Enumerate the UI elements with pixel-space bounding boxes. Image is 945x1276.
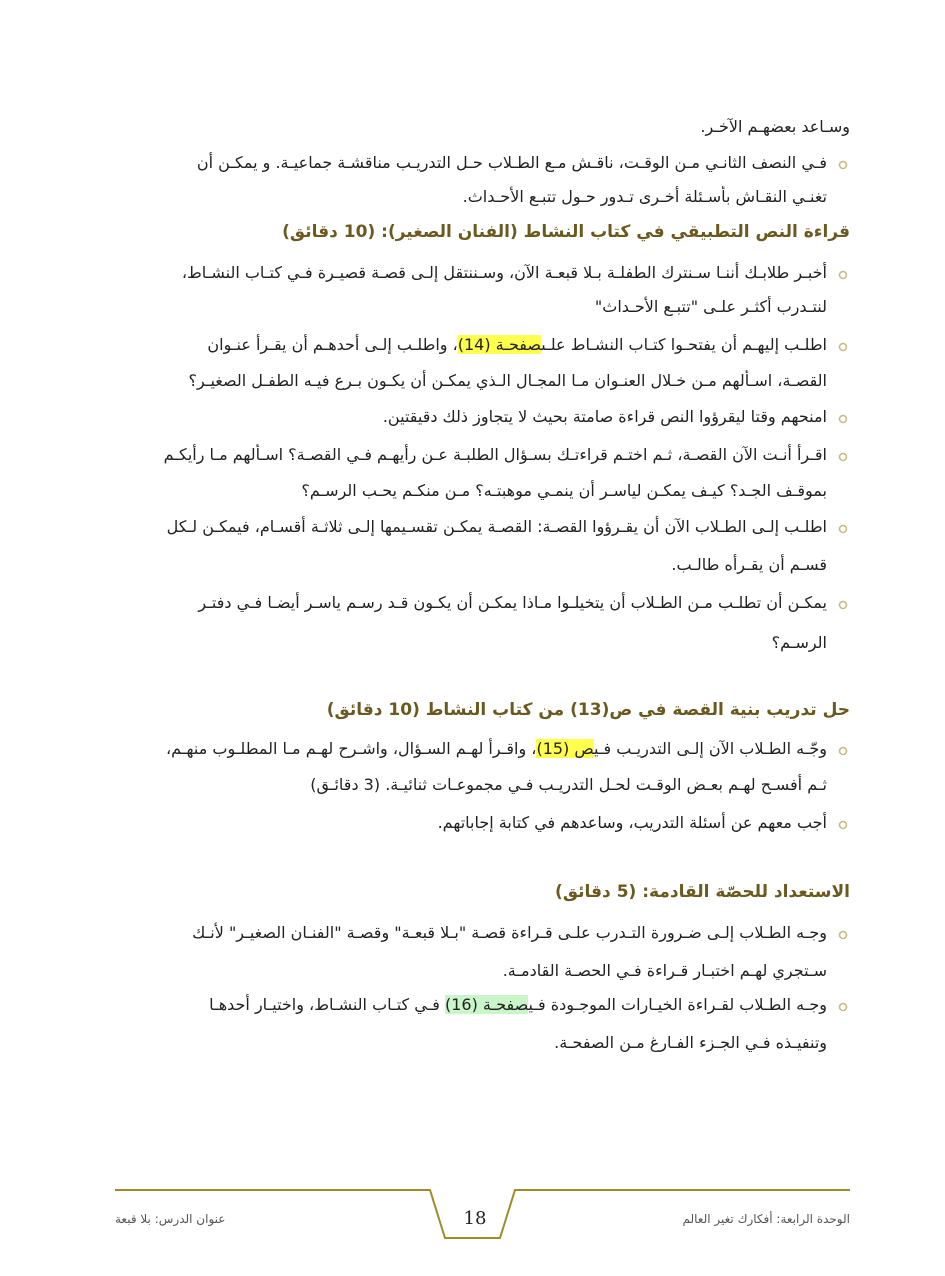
circle-bullet-icon: [836, 268, 850, 282]
text-line: [110, 334, 827, 356]
text-line: ثـم أفسـح لهـم بعـض الوقـت لحـل التدريـب فـي مجموعـات ثنائيـة. (3 دقائـق): [310, 775, 827, 794]
text-span: ، واقـرأ لهـم السـؤال، واشـرح لهـم مـا المطلـوب منهـم،: [166, 739, 537, 758]
text-line: بموقـف الجـد؟ كيـف يمكـن لياسـر أن ينمـي موهبتـه؟ مـن منكـم يحـب الرسـم؟: [301, 481, 827, 500]
section-heading-reading: قراءة النص التطبيقي في كتاب النشاط (الفنان الصغير): (10 دقائق): [282, 222, 850, 242]
text-line: تغنـي النقـاش بأسـئلة أخـرى تـدور حـول تتبـع الأحـداث.: [462, 187, 827, 206]
text-span: ، واطلـب إلـى أحدهـم أن يقـرأ عنـوان: [207, 335, 458, 354]
highlighted-page-ref: صفحـة (16): [444, 995, 529, 1014]
intro-line: وسـاعد بعضهـم الآخـر.: [700, 117, 850, 136]
text-line: [110, 738, 827, 760]
circle-bullet-icon: [836, 412, 850, 426]
footer-lesson-title: عنوان الدرس: بلا قبعة: [115, 1212, 226, 1226]
text-line: الرسـم؟: [771, 633, 827, 652]
text-line: لنتـدرب أكثـر علـى "تتبـع الأحـداث": [594, 297, 827, 316]
circle-bullet-icon: [836, 450, 850, 464]
text-line: امنحهم وقتا ليقرؤوا النص قراءة صامتة بحيث لا يتجاوز ذلك دقيقتين.: [382, 407, 827, 426]
circle-bullet-icon: [836, 818, 850, 832]
text-line: اقـرأ أنـت الآن القصـة، ثـم اختـم قراءتـك بسـؤال الطلبـة عـن رأيهـم فـي القصـة؟ اسـألهم مـا رأيكـم: [163, 445, 827, 464]
highlighted-page-ref: صفحـة (14): [457, 335, 542, 354]
section-heading-exercise: حل تدريب بنية القصة في ص(13) من كتاب النشاط (10 دقائق): [326, 700, 850, 720]
circle-bullet-icon: [836, 340, 850, 354]
text-line: وجـه الطـلاب إلـى ضـرورة التـدرب علـى قـراءة قصـة "بـلا قبعـة" وقصـة "الفنـان الصغيـر" لأنـك: [192, 923, 827, 942]
text-line: قسـم أن يقـرأه طالـب.: [671, 555, 827, 574]
highlighted-page-ref: ص (15): [536, 739, 594, 758]
text-line: يمكـن أن تطلـب مـن الطـلاب أن يتخيلـوا مـاذا يمكـن أن يكـون قـد رسـم ياسـر أيضـا فـي دفتـر: [198, 593, 827, 612]
text-span: اطلـب إليهـم أن يفتحـوا كتـاب النشـاط علـى: [541, 335, 827, 354]
section-heading-next-lesson: الاستعداد للحصّة القادمة: (5 دقائق): [555, 882, 850, 902]
text-line: اطلـب إلـى الطـلاب الآن أن يقـرؤوا القصـة: القصـة يمكـن تقسـيمها إلـى ثلاثـة أقسـام، فيمكـن لـكل: [166, 517, 827, 536]
circle-bullet-icon: [836, 598, 850, 612]
text-span: وجـه الطـلاب لقـراءة الخيـارات الموجـودة فـي: [528, 995, 827, 1014]
text-line: سـتجري لهـم اختبـار قـراءة فـي الحصـة القادمـة.: [502, 961, 827, 980]
page-number: 18: [463, 1208, 487, 1229]
circle-bullet-icon: [836, 744, 850, 758]
circle-bullet-icon: [836, 1000, 850, 1014]
text-span: وجّـه الطـلاب الآن إلـى التدريـب فـي: [593, 739, 827, 758]
text-line: أجب معهم عن أسئلة التدريب، وساعدهم في كتابة إجاباتهم.: [437, 813, 827, 832]
footer-unit-title: الوحدة الرابعة: أفكارك تغير العالم: [682, 1212, 850, 1226]
circle-bullet-icon: [836, 928, 850, 942]
text-line: [110, 994, 827, 1016]
circle-bullet-icon: [836, 158, 850, 172]
text-line: القصـة، اسـألهم مـن خـلال العنـوان مـا المجـال الـذي يمكـن أن يكـون بـرع فيـه الطفـل الصغيـر؟: [188, 371, 827, 390]
text-span: فـي كتـاب النشـاط، واختيـار أحدهـا: [209, 995, 445, 1014]
text-line: فـي النصف الثانـي مـن الوقـت، ناقـش مـع الطـلاب حـل التدريـب مناقشـة جماعيـة. و يمكـن أن: [196, 153, 827, 172]
text-line: أخبـر طلابـك أننـا سـنترك الطفلـة بـلا قبعـة الآن، وسـننتقل إلـى قصـة قصيـرة فـي كتـاب النشـاط،: [181, 263, 827, 282]
circle-bullet-icon: [836, 522, 850, 536]
text-line: وتنفيـذه فـي الجـزء الفـارغ مـن الصفحـة.: [554, 1033, 827, 1052]
